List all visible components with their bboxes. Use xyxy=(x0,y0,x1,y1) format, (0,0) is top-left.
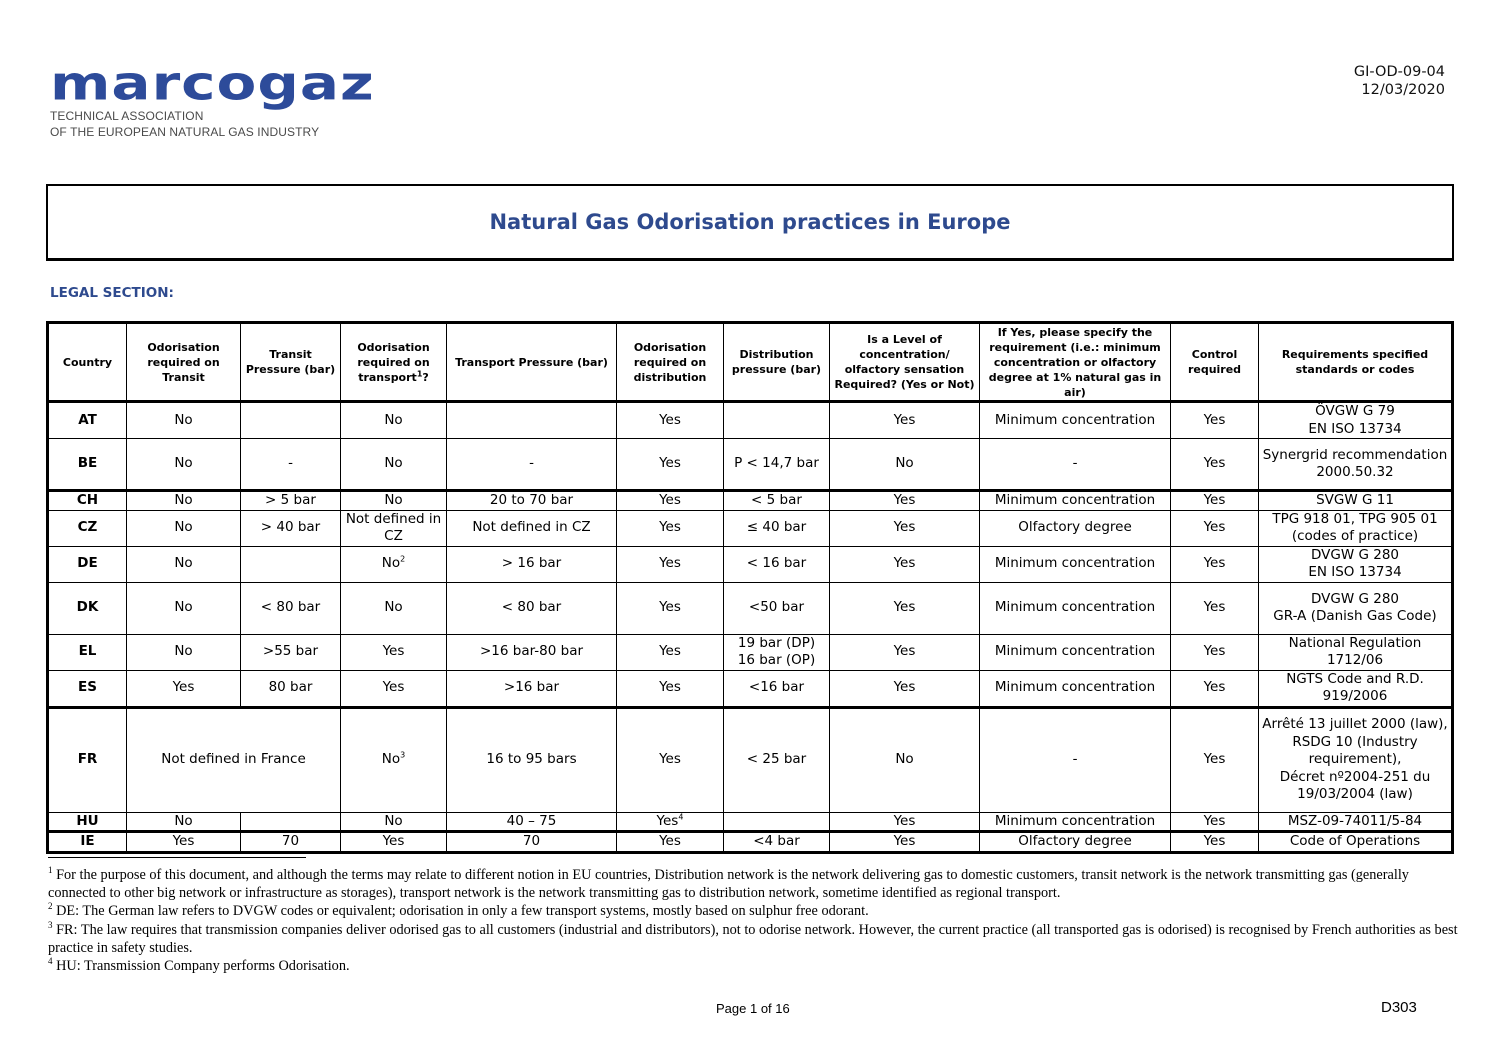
cell-transport-pressure: - xyxy=(447,439,617,491)
cell-odor-transit: No xyxy=(127,510,241,546)
cell-standards: Synergrid recommendation 2000.50.32 xyxy=(1259,439,1453,491)
cell-requirement: Minimum concentration xyxy=(980,634,1171,670)
cell-odor-distribution: Yes xyxy=(617,707,724,812)
document-reference xyxy=(1354,63,1445,99)
cell-transit-pressure xyxy=(241,546,341,582)
cell-requirement: Minimum concentration xyxy=(980,812,1171,832)
cell-control: Yes xyxy=(1171,546,1259,582)
cell-standards: NGTS Code and R.D. 919/2006 xyxy=(1259,670,1453,707)
cell-transport-pressure: >16 bar-80 bar xyxy=(447,634,617,670)
cell-odor-distribution: Yes xyxy=(617,582,724,634)
cell-distribution-pressure xyxy=(724,812,830,832)
cell-level-required: No xyxy=(830,707,980,812)
cell-country: FR xyxy=(48,707,127,812)
cell-control: Yes xyxy=(1171,670,1259,707)
cell-requirement: Minimum concentration xyxy=(980,546,1171,582)
cell-level-required: Yes xyxy=(830,582,980,634)
cell-requirement: Olfactory degree xyxy=(980,832,1171,853)
cell-standards: DVGW G 280 GR-A (Danish Gas Code) xyxy=(1259,582,1453,634)
cell-level-required: Yes xyxy=(830,510,980,546)
cell-transit-pressure: > 5 bar xyxy=(241,491,341,511)
cell-transport-pressure: >16 bar xyxy=(447,670,617,707)
cell-country: IE xyxy=(48,832,127,853)
cell-odor-transport: No$^3$ xyxy=(341,707,447,812)
cell-transport-pressure: 70 xyxy=(447,832,617,853)
table-row-el xyxy=(48,634,1453,670)
cell-odor-distribution: Yes xyxy=(617,546,724,582)
cell-distribution-pressure: ≤ 40 bar xyxy=(724,510,830,546)
cell-level-required: Yes xyxy=(830,402,980,439)
cell-odor-transit: No xyxy=(127,634,241,670)
col-level-required-header: Is a Level of concentration/ olfactory sensation Required? (Yes or Not) xyxy=(830,323,980,402)
cell-standards: National Regulation 1712/06 xyxy=(1259,634,1453,670)
cell-odor-distribution: Yes$^4$ xyxy=(617,812,724,832)
cell-odor-distribution: Yes xyxy=(617,670,724,707)
col-odor-distribution-header: Odorisation required on distribution xyxy=(617,323,724,402)
cell-distribution-pressure: < 16 bar xyxy=(724,546,830,582)
cell-odor-transport: No xyxy=(341,582,447,634)
cell-country: ES xyxy=(48,670,127,707)
cell-odor-distribution: Yes xyxy=(617,491,724,511)
cell-odor-transport: Yes xyxy=(341,634,447,670)
cell-odor-distribution: Yes xyxy=(617,402,724,439)
logo-tagline-1: TECHNICAL ASSOCIATION xyxy=(50,109,204,123)
cell-transit-pressure: >55 bar xyxy=(241,634,341,670)
cell-distribution-pressure: 19 bar (DP) 16 bar (OP) xyxy=(724,634,830,670)
footnote-text: FR: The law requires that transmission companies deliver odorised gas to all customers (industrial and distributors), not to odorise network. However, the current practice (all transported gas is odorised) is recognised by French authorities as best practice in safety studies. xyxy=(48,921,1458,956)
cell-control: Yes xyxy=(1171,510,1259,546)
cell-transport-pressure: Not defined in CZ xyxy=(447,510,617,546)
col-odor-transit-header: Odorisation required on Transit xyxy=(127,323,241,402)
cell-odor-transit: No xyxy=(127,812,241,832)
col-requirement-header: If Yes, please specify the requirement (i.e.: minimum concentration or olfactory degree at 1% natural gas in air) xyxy=(980,323,1171,402)
cell-transport-pressure: < 80 bar xyxy=(447,582,617,634)
logo-tagline-2: OF THE EUROPEAN NATURAL GAS INDUSTRY xyxy=(50,125,320,139)
cell-odor-transport: No xyxy=(341,812,447,832)
cell-country: BE xyxy=(48,439,127,491)
col-country-header: Country xyxy=(48,323,127,402)
cell-requirement: Olfactory degree xyxy=(980,510,1171,546)
cell-transit-pressure: < 80 bar xyxy=(241,582,341,634)
col-transport-pressure-header: Transport Pressure (bar) xyxy=(447,323,617,402)
cell-country: AT xyxy=(48,402,127,439)
cell-control: Yes xyxy=(1171,582,1259,634)
table-row-fr xyxy=(48,707,1453,812)
cell-transit-pressure xyxy=(241,402,341,439)
cell-odor-transport: Yes xyxy=(341,832,447,853)
table-row-de xyxy=(48,546,1453,582)
cell-country: CZ xyxy=(48,510,127,546)
cell-odor-transit: No xyxy=(127,402,241,439)
footnote-4: $^4$ HU: Transmission Company performs Odorisation. xyxy=(48,956,350,975)
cell-transport-pressure xyxy=(447,402,617,439)
logo-wordmark: marcogaz xyxy=(50,55,375,112)
cell-standards: MSZ-09-74011/5-84 xyxy=(1259,812,1453,832)
cell-distribution-pressure: <50 bar xyxy=(724,582,830,634)
cell-standards: ÖVGW G 79 EN ISO 13734 xyxy=(1259,402,1453,439)
cell-odor-transport: No xyxy=(341,491,447,511)
cell-distribution-pressure: P < 14,7 bar xyxy=(724,439,830,491)
cell-level-required: Yes xyxy=(830,832,980,853)
cell-transit-pressure: 80 bar xyxy=(241,670,341,707)
cell-control: Yes xyxy=(1171,707,1259,812)
marcogaz-logo xyxy=(50,55,375,140)
table-row-es xyxy=(48,670,1453,707)
table-row-dk xyxy=(48,582,1453,634)
cell-country: EL xyxy=(48,634,127,670)
cell-level-required: Yes xyxy=(830,491,980,511)
cell-requirement: Minimum concentration xyxy=(980,491,1171,511)
cell-distribution-pressure: <16 bar xyxy=(724,670,830,707)
table-row-ch xyxy=(48,491,1453,511)
cell-standards: TPG 918 01, TPG 905 01 (codes of practice) xyxy=(1259,510,1453,546)
cell-country: DE xyxy=(48,546,127,582)
cell-distribution-pressure: < 25 bar xyxy=(724,707,830,812)
table-row-ie xyxy=(48,832,1453,853)
table-row-be xyxy=(48,439,1453,491)
cell-country: CH xyxy=(48,491,127,511)
cell-odor-distribution: Yes xyxy=(617,439,724,491)
cell-distribution-pressure: <4 bar xyxy=(724,832,830,853)
cell-odor-transit: Yes xyxy=(127,670,241,707)
cell-level-required: Yes xyxy=(830,546,980,582)
cell-level-required: No xyxy=(830,439,980,491)
col-control-header: Control required xyxy=(1171,323,1259,402)
cell-transport-pressure: 40 – 75 xyxy=(447,812,617,832)
cell-level-required: Yes xyxy=(830,812,980,832)
cell-transit-pressure xyxy=(241,812,341,832)
footnote-text: DE: The German law refers to DVGW codes or equivalent; odorisation in only a few transport systems, mostly based on sulphur free odorant. xyxy=(52,903,869,920)
table-row-cz xyxy=(48,510,1453,546)
cell-standards: SVGW G 11 xyxy=(1259,491,1453,511)
cell-control: Yes xyxy=(1171,812,1259,832)
cell-requirement: Minimum concentration xyxy=(980,402,1171,439)
cell-transport-pressure: > 16 bar xyxy=(447,546,617,582)
cell-odor-transport: No xyxy=(341,439,447,491)
section-heading: LEGAL SECTION: xyxy=(50,285,174,301)
cell-standards: DVGW G 280 EN ISO 13734 xyxy=(1259,546,1453,582)
document-code: D303 xyxy=(1381,999,1417,1016)
cell-odor-transit: Yes xyxy=(127,832,241,853)
cell-transit-pressure: > 40 bar xyxy=(241,510,341,546)
footnote-1: $^1$ For the purpose of this document, and although the terms may relate to different notion in EU countries, Distribution network is the network delivering gas to domestic customers, transit network is the network transmitting gas (generally connected to other big network or infrastructure as storages), transport network is the network transmitting gas to distribution network, sometime identified as regional transport. xyxy=(48,865,1409,902)
page-number: Page 1 of 16 xyxy=(716,1001,790,1016)
col-distribution-pressure-header: Distribution pressure (bar) xyxy=(724,323,830,402)
cell-odor-transport: No$^2$ xyxy=(341,546,447,582)
cell-requirement: - xyxy=(980,439,1171,491)
title-box xyxy=(46,184,1454,261)
cell-distribution-pressure: < 5 bar xyxy=(724,491,830,511)
cell-distribution-pressure xyxy=(724,402,830,439)
table-row-at xyxy=(48,402,1453,439)
footnote-3: $^3$ FR: The law requires that transmission companies deliver odorised gas to all customers (industrial and distributors), not to odorise network. However, the current practice (all transported gas is odorised) is recognised by French authorities as best practice in safety studies. xyxy=(48,919,1458,956)
cell-transport-pressure: 16 to 95 bars xyxy=(447,707,617,812)
col-transit-pressure-header: Transit Pressure (bar) xyxy=(241,323,341,402)
footnote-divider xyxy=(48,857,306,858)
cell-odor-transport: Yes xyxy=(341,670,447,707)
cell-transit-pressure: - xyxy=(241,439,341,491)
cell-control: Yes xyxy=(1171,634,1259,670)
doc-date: 12/03/2020 xyxy=(1361,82,1445,98)
cell-transport-pressure: 20 to 70 bar xyxy=(447,491,617,511)
cell-odor-transit: No xyxy=(127,582,241,634)
footnote-text: For the purpose of this document, and although the terms may relate to different notion in EU countries, Distribution network is the network delivering gas to domestic customers, transit network is the network transmitting gas (generally connected to other big network or infrastructure as storages), transport network is the network transmitting gas to distribution network, sometime identified as regional transport. xyxy=(48,867,1409,902)
page-title: Natural Gas Odorisation practices in Europe xyxy=(489,210,1011,234)
cell-transit-pressure: 70 xyxy=(241,832,341,853)
col-standards-header: Requirements specified standards or codes xyxy=(1259,323,1453,402)
cell-odor-transport: No xyxy=(341,402,447,439)
doc-id: GI-OD-09-04 xyxy=(1353,64,1445,80)
cell-control: Yes xyxy=(1171,439,1259,491)
cell-level-required: Yes xyxy=(830,670,980,707)
cell-standards: Arrêté 13 juillet 2000 (law), RSDG 10 (Industry requirement), Décret nº2004-251 du 19/03/2004 (law) xyxy=(1259,707,1453,812)
cell-odor-distribution: Yes xyxy=(617,634,724,670)
footnote-2: $^2$ DE: The German law refers to DVGW codes or equivalent; odorisation in only a few transport systems, mostly based on sulphur free odorant. xyxy=(48,901,869,920)
cell-control: Yes xyxy=(1171,832,1259,853)
odorisation-table xyxy=(46,321,1454,854)
cell-odor-transit: No xyxy=(127,491,241,511)
cell-odor-transit: No xyxy=(127,439,241,491)
cell-standards: Code of Operations xyxy=(1259,832,1453,853)
cell-requirement: - xyxy=(980,707,1171,812)
cell-level-required: Yes xyxy=(830,634,980,670)
footnote-text: HU: Transmission Company performs Odorisation. xyxy=(52,958,350,975)
cell-odor-distribution: Yes xyxy=(617,832,724,853)
cell-transit-merged: Not defined in France xyxy=(127,707,341,812)
table-row-hu xyxy=(48,812,1453,832)
cell-requirement: Minimum concentration xyxy=(980,670,1171,707)
footnotes xyxy=(48,866,1458,975)
table-header-row xyxy=(48,323,1453,402)
cell-control: Yes xyxy=(1171,491,1259,511)
cell-odor-transit: No xyxy=(127,546,241,582)
cell-odor-distribution: Yes xyxy=(617,510,724,546)
cell-country: HU xyxy=(48,812,127,832)
cell-odor-transport: Not defined in CZ xyxy=(341,510,447,546)
cell-requirement: Minimum concentration xyxy=(980,582,1171,634)
cell-country: DK xyxy=(48,582,127,634)
col-odor-transport-header: Odorisation required on transport$^1$? xyxy=(341,323,447,402)
cell-control: Yes xyxy=(1171,402,1259,439)
